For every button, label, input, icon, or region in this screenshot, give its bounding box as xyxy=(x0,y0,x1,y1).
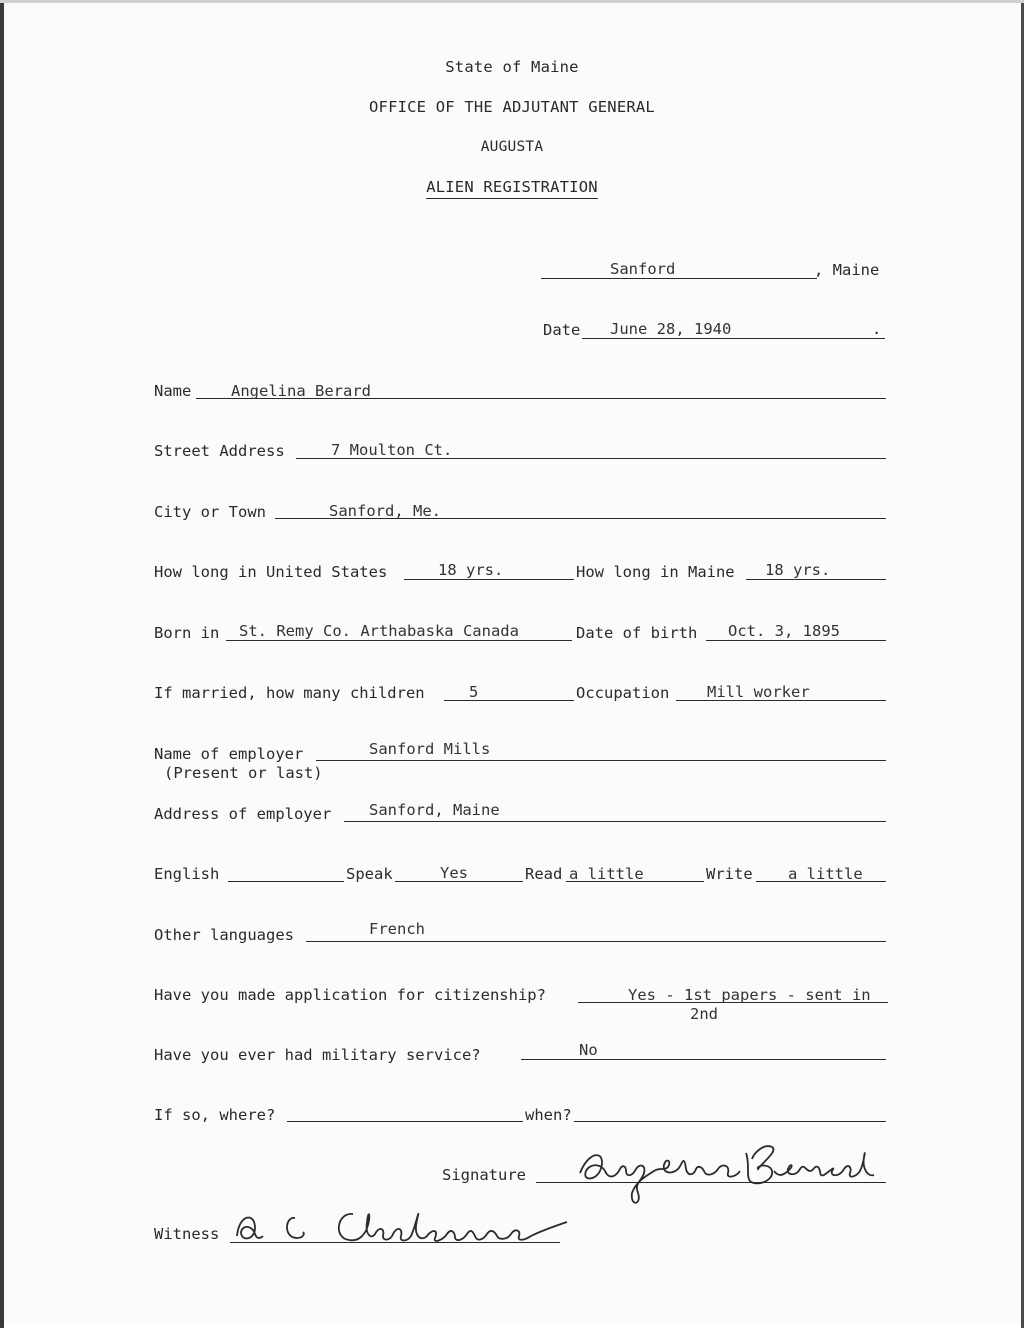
form-title-text: ALIEN REGISTRATION xyxy=(426,178,598,199)
read-value: a little xyxy=(569,865,644,883)
read-label: Read xyxy=(525,865,563,883)
scan-edge-left xyxy=(0,3,4,1328)
witness-handwriting xyxy=(225,1198,585,1258)
other-languages-label: Other languages xyxy=(154,926,294,944)
signature-handwriting xyxy=(560,1133,890,1213)
occupation-label: Occupation xyxy=(576,684,670,702)
date-value: June 28, 1940 xyxy=(610,320,732,338)
date-label: Date xyxy=(543,321,581,339)
name-value: Angelina Berard xyxy=(231,382,371,400)
header-city: AUGUSTA xyxy=(480,139,544,155)
us-time-line xyxy=(404,579,574,580)
when-line xyxy=(574,1121,886,1122)
military-line xyxy=(521,1059,886,1060)
city-value: Sanford, Me. xyxy=(329,502,441,520)
children-label: If married, how many children xyxy=(154,684,425,702)
write-value: a little xyxy=(788,865,863,883)
date-line xyxy=(582,338,885,339)
us-time-value: 18 yrs. xyxy=(438,561,504,579)
header-office: OFFICE OF THE ADJUTANT GENERAL xyxy=(369,98,655,116)
us-time-label: How long in United States xyxy=(154,563,388,581)
occupation-value: Mill worker xyxy=(707,683,810,701)
speak-label: Speak xyxy=(346,865,393,883)
employer-sublabel: (Present or last) xyxy=(164,764,323,782)
other-languages-line xyxy=(306,941,886,942)
maine-time-value: 18 yrs. xyxy=(765,561,831,579)
write-label: Write xyxy=(706,865,753,883)
military-label: Have you ever had military service? xyxy=(154,1046,481,1064)
maine-time-label: How long in Maine xyxy=(576,563,735,581)
street-label: Street Address xyxy=(154,442,285,460)
children-line xyxy=(444,700,574,701)
place-state-suffix: , Maine xyxy=(814,261,880,279)
date-end: . xyxy=(872,320,882,338)
military-value: No xyxy=(579,1041,598,1059)
employer-label: Name of employer xyxy=(154,745,304,763)
english-label: English xyxy=(154,865,220,883)
employer-address-line xyxy=(344,821,886,822)
born-label: Born in xyxy=(154,624,220,642)
employer-line xyxy=(316,760,886,761)
dob-line xyxy=(706,640,886,641)
employer-value: Sanford Mills xyxy=(369,740,491,758)
where-line xyxy=(287,1121,523,1122)
born-line xyxy=(226,640,572,641)
other-languages-value: French xyxy=(369,920,425,938)
signature-label: Signature xyxy=(442,1166,526,1184)
citizenship-value-2: 2nd xyxy=(690,1005,718,1023)
citizenship-value: Yes - 1st papers - sent in xyxy=(628,986,871,1004)
place-town-value: Sanford xyxy=(610,260,676,278)
dob-label: Date of birth xyxy=(576,624,698,642)
where-label: If so, where? xyxy=(154,1106,276,1124)
maine-time-line xyxy=(746,579,886,580)
form-title xyxy=(0,178,1024,196)
citizenship-label: Have you made application for citizenship? xyxy=(154,986,546,1004)
city-label: City or Town xyxy=(154,503,266,521)
english-line xyxy=(228,881,344,882)
header-state: State of Maine xyxy=(445,58,579,76)
street-value: 7 Moulton Ct. xyxy=(331,441,453,459)
born-value: St. Remy Co. Arthabaska Canada xyxy=(239,622,519,640)
employer-address-label: Address of employer xyxy=(154,805,332,823)
name-label: Name xyxy=(154,382,192,400)
when-label: when? xyxy=(525,1106,572,1124)
children-value: 5 xyxy=(469,683,479,701)
employer-address-value: Sanford, Maine xyxy=(369,801,500,819)
speak-value: Yes xyxy=(440,864,468,882)
witness-label: Witness xyxy=(154,1225,220,1243)
dob-value: Oct. 3, 1895 xyxy=(728,622,840,640)
place-line xyxy=(541,278,817,279)
